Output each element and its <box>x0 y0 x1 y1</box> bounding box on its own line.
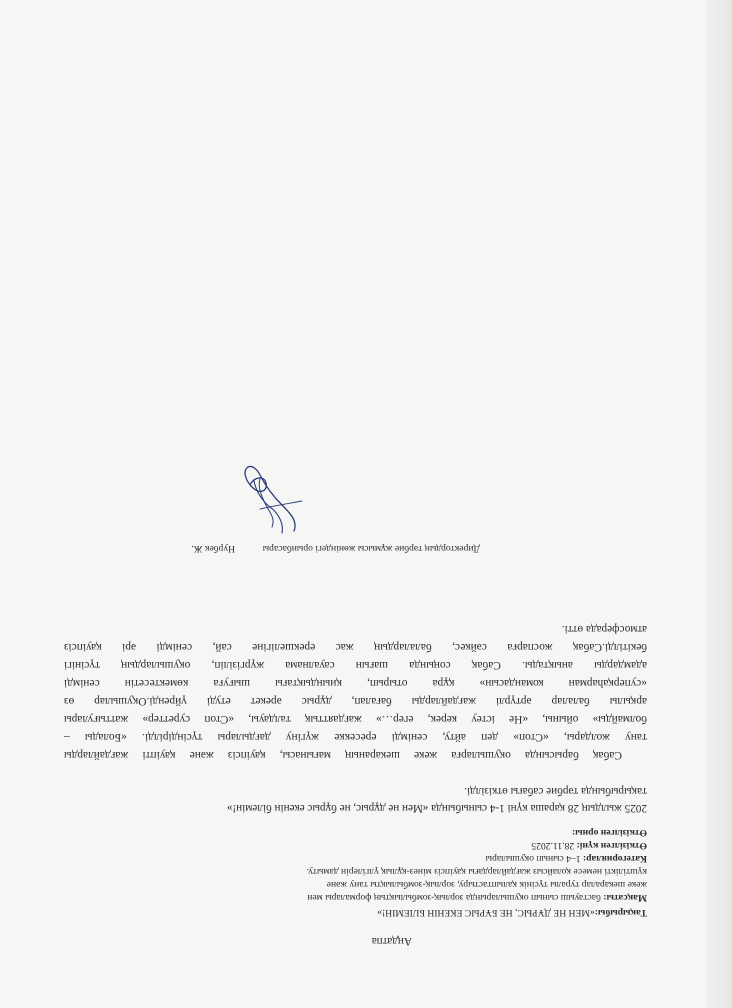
date-label: Өткізілген күні: <box>576 840 647 851</box>
goal-label: Мақсаты: <box>603 892 647 903</box>
goal-text-1: бастауыш сынып оқушыларында зорлық-зомбылықтың формалары мен <box>307 892 601 903</box>
category-value: 1–4 сынып оқушылары <box>485 853 581 864</box>
topic-line <box>377 907 647 917</box>
body-line-8: атмосферада өтті. <box>561 623 647 635</box>
date-value: 28.11.2025 <box>531 840 575 851</box>
document-title: Аңдатпа <box>371 935 412 947</box>
category-line <box>486 853 647 863</box>
topic-value: «МЕН НЕ ДҰРЫС, НЕ БҰРЫС ЕКЕНІН БІЛЕМІН!» <box>377 907 595 918</box>
signature-position: Директордың тәрбие жұмысы жөніндегі орынбасары <box>262 543 480 554</box>
topic-label: Тақырыбы: <box>594 907 647 918</box>
body-line-3: болмайды» ойыны, «Не істеу керек, егер…» жағдаяттық талдауы, «Стоп суреттер» жаттығулары <box>64 713 647 725</box>
body-line-1: Сабақ барысында оқушыларға жеке шекараның мағынасы, қауіпсіз және қауіпті жағдайларды <box>64 749 622 761</box>
goal-line-2: жеке шекаралар туралы түсінік қалыптастыру, зорлық-зомбылықты тану және <box>326 879 647 890</box>
signature-name: Нурбек Ж. <box>191 543 235 554</box>
intro-line-2: тақырыбында тәрбие сабағы өткізілді. <box>464 785 647 797</box>
body-line-5: «суперқаһарман командасын» құра отырып, қиындықтағы шығуға көмектесетін сенімді <box>64 677 647 689</box>
goal-line-1 <box>307 892 647 902</box>
body-line-4: арқылы балалар әртүрлі жағдайларды бағалап, дұрыс әрекет етуді үйренді.Оқушылар өз <box>64 695 647 707</box>
category-label: Категориялар: <box>582 853 647 864</box>
date-line <box>531 840 647 850</box>
body-line-2: тану жолдары, «Стоп» деп айту, сенімді ересекке жүгіну дағдылары түсіндірілді. «Болады – <box>64 731 647 743</box>
handwritten-signature <box>232 461 312 541</box>
goal-line-3: күштілікті немесе қолайсыз жағдайлардағы қауіпсіз мінез-құлық үлгілерін дамыту. <box>306 866 647 877</box>
place-label: Өткізілген орны: <box>571 827 647 838</box>
intro-line-1: 2025 жылдың 28 қараша күні 1-4 сыныбында «Мен не дұрыс, не бұрыс екенін білемін!» <box>226 802 647 814</box>
body-line-7: бекітілді.Сабақ жоспарға сәйкес, балалардың жас ерекшелігіне сай, сенімді әрі қауіпсіз <box>64 641 647 653</box>
body-line-6: адамдарды анықтады. Сабақ соңында шағын сауалнама жүргізіліп, оқушылардың түсінігі <box>64 659 647 671</box>
